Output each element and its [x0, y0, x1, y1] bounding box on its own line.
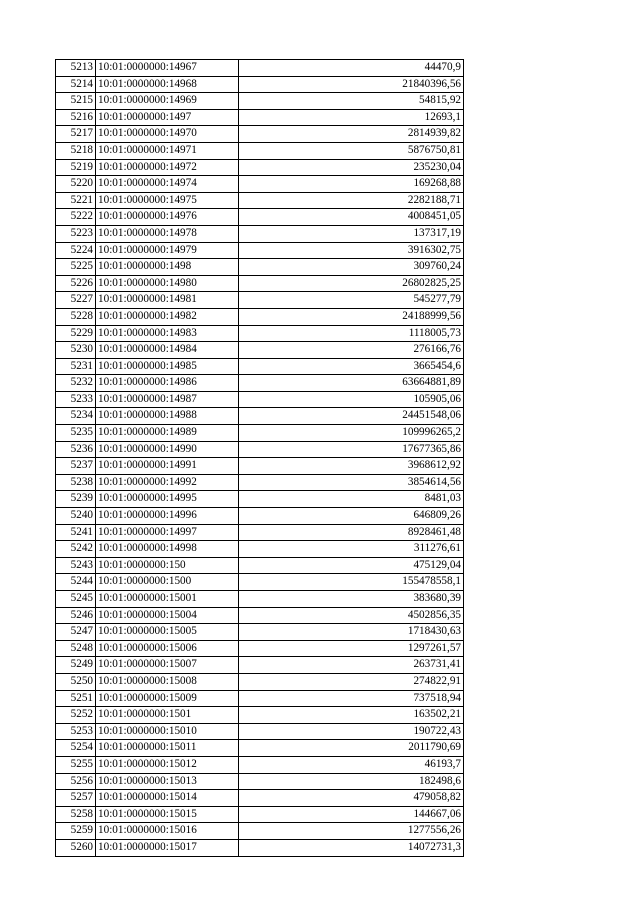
table-row: [56, 624, 464, 641]
table-row: [56, 126, 464, 143]
row-number-cell: 5240: [56, 508, 96, 525]
cadastral-number-cell: 10:01:0000000:14990: [96, 441, 239, 458]
value-cell: 1718430,63: [239, 624, 464, 641]
value-cell: 3854614,56: [239, 474, 464, 491]
value-cell: 144667,06: [239, 806, 464, 823]
row-number-cell: 5220: [56, 176, 96, 193]
value-cell: 2814939,82: [239, 126, 464, 143]
value-cell: 137317,19: [239, 225, 464, 242]
value-cell: 1277556,26: [239, 823, 464, 840]
value-cell: 44470,9: [239, 60, 464, 77]
cadastral-number-cell: 10:01:0000000:15004: [96, 607, 239, 624]
cadastral-number-cell: 10:01:0000000:15011: [96, 740, 239, 757]
table-row: [56, 491, 464, 508]
row-number-cell: 5224: [56, 242, 96, 259]
cadastral-number-cell: 10:01:0000000:14985: [96, 358, 239, 375]
value-cell: 21840396,56: [239, 76, 464, 93]
cadastral-number-cell: 10:01:0000000:15009: [96, 690, 239, 707]
row-number-cell: 5244: [56, 574, 96, 591]
table-row: [56, 225, 464, 242]
row-number-cell: 5260: [56, 839, 96, 856]
value-cell: 1118005,73: [239, 325, 464, 342]
row-number-cell: 5256: [56, 773, 96, 790]
row-number-cell: 5223: [56, 225, 96, 242]
row-number-cell: 5242: [56, 541, 96, 558]
table-row: [56, 806, 464, 823]
value-cell: 646809,26: [239, 508, 464, 525]
row-number-cell: 5233: [56, 391, 96, 408]
cadastral-number-cell: 10:01:0000000:14976: [96, 209, 239, 226]
row-number-cell: 5248: [56, 640, 96, 657]
value-cell: 263731,41: [239, 657, 464, 674]
row-number-cell: 5216: [56, 109, 96, 126]
value-cell: 24451548,06: [239, 408, 464, 425]
table-row: [56, 640, 464, 657]
cadastral-number-cell: 10:01:0000000:15007: [96, 657, 239, 674]
value-cell: 274822,91: [239, 673, 464, 690]
cadastral-number-cell: 10:01:0000000:14983: [96, 325, 239, 342]
cadastral-number-cell: 10:01:0000000:14989: [96, 425, 239, 442]
cadastral-number-cell: 10:01:0000000:15001: [96, 591, 239, 608]
row-number-cell: 5230: [56, 342, 96, 359]
table-row: [56, 292, 464, 309]
table-row: [56, 391, 464, 408]
value-cell: 3916302,75: [239, 242, 464, 259]
value-cell: 17677365,86: [239, 441, 464, 458]
cadastral-number-cell: 10:01:0000000:14974: [96, 176, 239, 193]
table-row: [56, 607, 464, 624]
cadastral-number-cell: 10:01:0000000:14986: [96, 375, 239, 392]
cadastral-number-cell: 10:01:0000000:14997: [96, 524, 239, 541]
cadastral-number-cell: 10:01:0000000:14970: [96, 126, 239, 143]
value-cell: 8481,03: [239, 491, 464, 508]
cadastral-number-cell: 10:01:0000000:14981: [96, 292, 239, 309]
table-row: [56, 723, 464, 740]
table-row: [56, 375, 464, 392]
table-row: [56, 474, 464, 491]
row-number-cell: 5253: [56, 723, 96, 740]
value-cell: 235230,04: [239, 159, 464, 176]
table-row: [56, 707, 464, 724]
table-row: [56, 574, 464, 591]
table-row: [56, 209, 464, 226]
cadastral-number-cell: 10:01:0000000:15014: [96, 790, 239, 807]
row-number-cell: 5237: [56, 458, 96, 475]
cadastral-number-cell: 10:01:0000000:1497: [96, 109, 239, 126]
table-row: [56, 839, 464, 856]
row-number-cell: 5228: [56, 308, 96, 325]
value-cell: 309760,24: [239, 259, 464, 276]
value-cell: 169268,88: [239, 176, 464, 193]
table-row: [56, 756, 464, 773]
table-row: [56, 242, 464, 259]
table-row: [56, 60, 464, 77]
row-number-cell: 5232: [56, 375, 96, 392]
table-row: [56, 508, 464, 525]
row-number-cell: 5239: [56, 491, 96, 508]
cadastral-number-cell: 10:01:0000000:14987: [96, 391, 239, 408]
row-number-cell: 5215: [56, 93, 96, 110]
cadastral-number-cell: 10:01:0000000:15006: [96, 640, 239, 657]
cadastral-number-cell: 10:01:0000000:15013: [96, 773, 239, 790]
value-cell: 545277,79: [239, 292, 464, 309]
table-row: [56, 425, 464, 442]
row-number-cell: 5252: [56, 707, 96, 724]
row-number-cell: 5250: [56, 673, 96, 690]
cadastral-number-cell: 10:01:0000000:150: [96, 557, 239, 574]
cadastral-number-cell: 10:01:0000000:15005: [96, 624, 239, 641]
value-cell: 276166,76: [239, 342, 464, 359]
row-number-cell: 5213: [56, 60, 96, 77]
cadastral-number-cell: 10:01:0000000:14991: [96, 458, 239, 475]
cadastral-number-cell: 10:01:0000000:15016: [96, 823, 239, 840]
value-cell: 54815,92: [239, 93, 464, 110]
value-cell: 475129,04: [239, 557, 464, 574]
table-row: [56, 192, 464, 209]
table-row: [56, 159, 464, 176]
cadastral-number-cell: 10:01:0000000:1500: [96, 574, 239, 591]
row-number-cell: 5246: [56, 607, 96, 624]
row-number-cell: 5243: [56, 557, 96, 574]
row-number-cell: 5218: [56, 142, 96, 159]
table-row: [56, 524, 464, 541]
row-number-cell: 5234: [56, 408, 96, 425]
cadastral-number-cell: 10:01:0000000:14980: [96, 275, 239, 292]
row-number-cell: 5214: [56, 76, 96, 93]
table-row: [56, 259, 464, 276]
row-number-cell: 5241: [56, 524, 96, 541]
table-row: [56, 673, 464, 690]
cadastral-number-cell: 10:01:0000000:14984: [96, 342, 239, 359]
cadastral-number-cell: 10:01:0000000:14978: [96, 225, 239, 242]
table-row: [56, 358, 464, 375]
value-cell: 24188999,56: [239, 308, 464, 325]
cadastral-number-cell: 10:01:0000000:15008: [96, 673, 239, 690]
value-cell: 14072731,3: [239, 839, 464, 856]
row-number-cell: 5221: [56, 192, 96, 209]
table-row: [56, 142, 464, 159]
value-cell: 4502856,35: [239, 607, 464, 624]
cadastral-number-cell: 10:01:0000000:14982: [96, 308, 239, 325]
table-row: [56, 176, 464, 193]
table-row: [56, 790, 464, 807]
row-number-cell: 5245: [56, 591, 96, 608]
table-row: [56, 823, 464, 840]
cadastral-number-cell: 10:01:0000000:14968: [96, 76, 239, 93]
cadastral-number-cell: 10:01:0000000:15010: [96, 723, 239, 740]
value-cell: 26802825,25: [239, 275, 464, 292]
value-cell: 479058,82: [239, 790, 464, 807]
table-row: [56, 342, 464, 359]
cadastral-number-cell: 10:01:0000000:14967: [96, 60, 239, 77]
table-row: [56, 109, 464, 126]
value-cell: 4008451,05: [239, 209, 464, 226]
cadastral-number-cell: 10:01:0000000:14979: [96, 242, 239, 259]
row-number-cell: 5226: [56, 275, 96, 292]
row-number-cell: 5225: [56, 259, 96, 276]
value-cell: 383680,39: [239, 591, 464, 608]
value-cell: 737518,94: [239, 690, 464, 707]
table-row: [56, 275, 464, 292]
table-row: [56, 325, 464, 342]
cadastral-number-cell: 10:01:0000000:15017: [96, 839, 239, 856]
row-number-cell: 5222: [56, 209, 96, 226]
table-row: [56, 773, 464, 790]
cadastral-number-cell: 10:01:0000000:14988: [96, 408, 239, 425]
row-number-cell: 5254: [56, 740, 96, 757]
value-cell: 8928461,48: [239, 524, 464, 541]
value-cell: 182498,6: [239, 773, 464, 790]
value-cell: 2282188,71: [239, 192, 464, 209]
cadastral-number-cell: 10:01:0000000:14996: [96, 508, 239, 525]
cadastral-value-table: [55, 59, 464, 857]
value-cell: 12693,1: [239, 109, 464, 126]
cadastral-number-cell: 10:01:0000000:14969: [96, 93, 239, 110]
row-number-cell: 5258: [56, 806, 96, 823]
value-cell: 190722,43: [239, 723, 464, 740]
table-row: [56, 591, 464, 608]
table-row: [56, 308, 464, 325]
value-cell: 5876750,81: [239, 142, 464, 159]
value-cell: 155478558,1: [239, 574, 464, 591]
value-cell: 311276,61: [239, 541, 464, 558]
table-row: [56, 441, 464, 458]
cadastral-number-cell: 10:01:0000000:14972: [96, 159, 239, 176]
value-cell: 163502,21: [239, 707, 464, 724]
cadastral-number-cell: 10:01:0000000:15012: [96, 756, 239, 773]
row-number-cell: 5229: [56, 325, 96, 342]
row-number-cell: 5217: [56, 126, 96, 143]
cadastral-number-cell: 10:01:0000000:15015: [96, 806, 239, 823]
row-number-cell: 5255: [56, 756, 96, 773]
cadastral-number-cell: 10:01:0000000:14992: [96, 474, 239, 491]
cadastral-number-cell: 10:01:0000000:14975: [96, 192, 239, 209]
table-row: [56, 657, 464, 674]
value-cell: 3968612,92: [239, 458, 464, 475]
row-number-cell: 5219: [56, 159, 96, 176]
value-cell: 46193,7: [239, 756, 464, 773]
row-number-cell: 5251: [56, 690, 96, 707]
row-number-cell: 5238: [56, 474, 96, 491]
table-body: [56, 60, 464, 857]
row-number-cell: 5257: [56, 790, 96, 807]
row-number-cell: 5249: [56, 657, 96, 674]
row-number-cell: 5247: [56, 624, 96, 641]
value-cell: 3665454,6: [239, 358, 464, 375]
table-row: [56, 458, 464, 475]
row-number-cell: 5235: [56, 425, 96, 442]
value-cell: 105905,06: [239, 391, 464, 408]
table-row: [56, 557, 464, 574]
row-number-cell: 5259: [56, 823, 96, 840]
cadastral-number-cell: 10:01:0000000:1498: [96, 259, 239, 276]
value-cell: 1297261,57: [239, 640, 464, 657]
value-cell: 2011790,69: [239, 740, 464, 757]
table-row: [56, 408, 464, 425]
value-cell: 109996265,2: [239, 425, 464, 442]
table-row: [56, 740, 464, 757]
value-cell: 63664881,89: [239, 375, 464, 392]
row-number-cell: 5227: [56, 292, 96, 309]
row-number-cell: 5231: [56, 358, 96, 375]
cadastral-number-cell: 10:01:0000000:1501: [96, 707, 239, 724]
table-row: [56, 541, 464, 558]
table-row: [56, 76, 464, 93]
table-row: [56, 93, 464, 110]
cadastral-number-cell: 10:01:0000000:14971: [96, 142, 239, 159]
cadastral-number-cell: 10:01:0000000:14998: [96, 541, 239, 558]
row-number-cell: 5236: [56, 441, 96, 458]
table-row: [56, 690, 464, 707]
cadastral-number-cell: 10:01:0000000:14995: [96, 491, 239, 508]
